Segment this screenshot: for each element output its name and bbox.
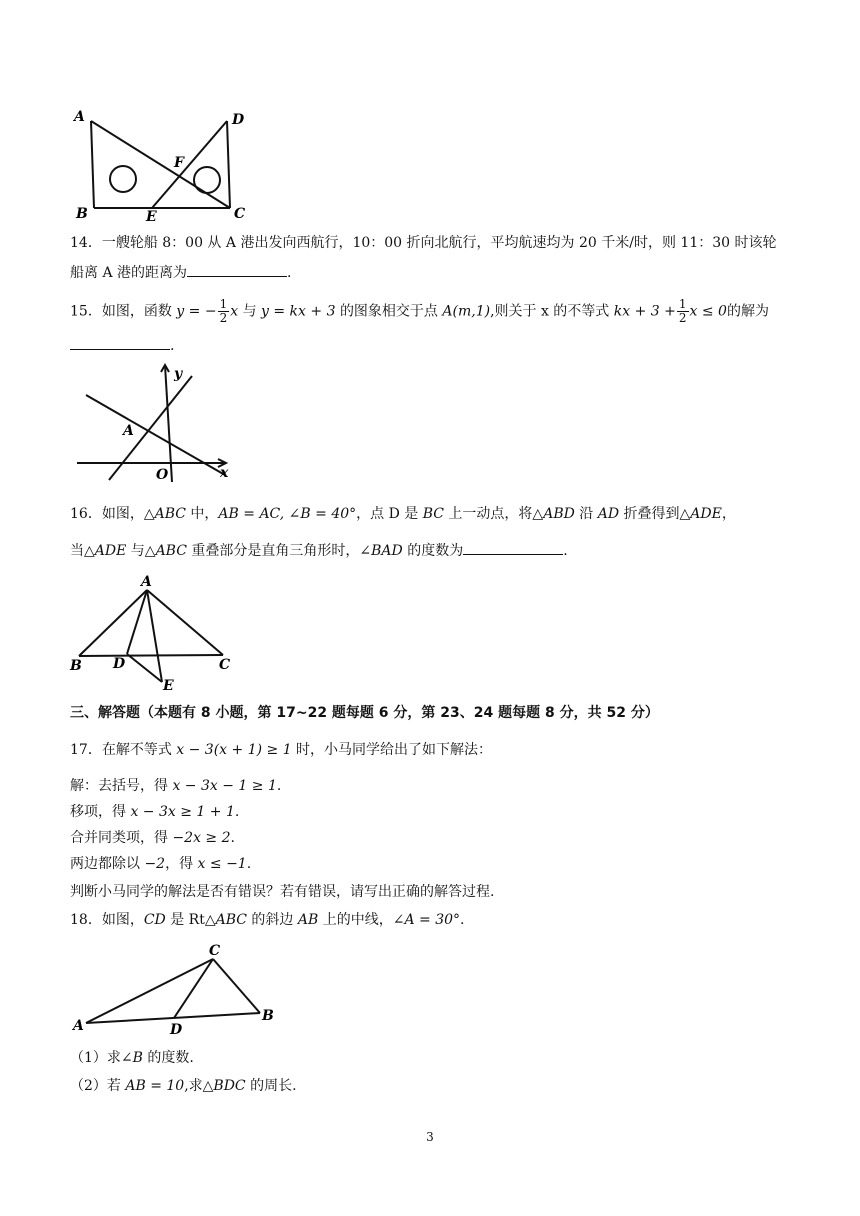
q17-step-2: [70, 802, 239, 822]
q18-p1-a: （1）求: [70, 1050, 121, 1066]
q17-s3-c: .: [230, 830, 235, 846]
q18-cond: ∠A = 30°: [392, 912, 461, 928]
q18-p2-b: AB = 10: [125, 1078, 185, 1094]
label-a: A: [73, 1018, 84, 1034]
question-14-line-2: 船离 A 港的距离为 .: [70, 262, 291, 283]
q16-cond: AB = AC, ∠B = 40°: [218, 506, 357, 522]
q18-ab: AB: [297, 912, 319, 928]
q17-s3-b: −2x ≥ 2: [172, 830, 231, 846]
q17-s1-c: .: [276, 778, 282, 794]
section-heading: 三、解答题（本题有 8 小题，第 17~22 题每题 6 分，第 23、24 题每题 8 分，共 52 分）: [70, 705, 659, 721]
q15-ineq-a: kx + 3 +: [613, 303, 676, 320]
q15-function-2: y = kx + 3: [261, 303, 336, 320]
q16-ad: AD: [597, 506, 620, 522]
q16-t2: 中，: [185, 506, 219, 522]
figure-crossed-triangles: [70, 105, 260, 225]
label-o: O: [156, 467, 169, 483]
q15-text-1: 15．如图，函数: [70, 303, 177, 320]
label-d: D: [170, 1022, 183, 1038]
q16-t10: 重叠部分是直角三角形时，: [186, 543, 360, 559]
label-a: A: [74, 109, 85, 125]
question-16-line-1: [70, 504, 736, 524]
label-b: B: [70, 658, 82, 674]
label-a: A: [123, 423, 134, 439]
label-e: E: [146, 209, 157, 225]
q17-s4-c: ，得: [165, 856, 198, 872]
label-c: C: [234, 206, 246, 222]
q15-frac2-num: 1: [678, 297, 687, 311]
q17-s2-c: .: [234, 804, 240, 820]
label-b: B: [76, 206, 88, 222]
q18-cd: CD: [143, 912, 166, 928]
label-c: C: [219, 657, 231, 673]
answer-blank-16[interactable]: [463, 540, 563, 555]
q16-bc: BC: [422, 506, 444, 522]
q16-t5: 沿: [574, 506, 598, 522]
question-18-part-1: [70, 1048, 194, 1068]
q16-bad: ∠BAD: [359, 543, 403, 559]
q16-t6: 折叠得到△: [619, 506, 691, 522]
q15-point: A(m,1): [442, 303, 491, 320]
q16-ade: ADE: [690, 506, 722, 522]
q15-text-4: ,则关于 x 的不等式: [490, 303, 614, 320]
question-18-part-2: [70, 1076, 297, 1096]
question-18-line-1: [70, 910, 465, 930]
q18-t3: 的斜边: [246, 912, 298, 928]
q18-t1: 18．如图，: [70, 912, 144, 928]
q17-s1-b: x − 3x − 1 ≥ 1: [172, 778, 277, 794]
label-c: C: [209, 943, 221, 959]
q15-ineq-b: x ≤ 0: [689, 303, 727, 320]
q18-p1-b: ∠B: [120, 1050, 143, 1066]
q18-p2-e: 的周长.: [245, 1078, 297, 1094]
q15-text-2: 与: [242, 303, 262, 320]
q17-s2-b: x − 3x ≥ 1 + 1: [130, 804, 235, 820]
q18-t4: 上的中线，: [318, 912, 393, 928]
q16-abc: ABC: [154, 506, 186, 522]
q15-fraction-2: [677, 298, 689, 325]
q17-step-1: [70, 776, 281, 796]
q18-p2-d: BDC: [213, 1078, 246, 1094]
question-17-line-1: [70, 740, 492, 760]
question-15-line-2: .: [70, 335, 174, 356]
q16-t7: ，: [721, 506, 736, 522]
q16-t1: 16．如图，△: [70, 506, 155, 522]
label-f: F: [174, 155, 184, 171]
question-14-line-1: 14．一艘轮船 8：00 从 A 港出发向西航行，10：00 折向北航行，平均航速均为 20 千米/时，则 11：30 时该轮: [70, 235, 777, 251]
q15-eq: = −: [184, 303, 217, 320]
q16-abc-2: ABC: [155, 543, 187, 559]
q17-t2: 时，小马同学给出了如下解法：: [291, 742, 493, 758]
q17-step-3: [70, 828, 235, 848]
q17-ineq: x − 3(x + 1) ≥ 1: [176, 742, 292, 758]
q18-p2-a: （2）若: [70, 1078, 126, 1094]
q18-p2-c: ,求△: [184, 1078, 214, 1094]
q15-frac-num: 1: [219, 297, 228, 311]
q16-t3: ，点 D 是: [356, 506, 423, 522]
q18-t2: 是 Rt△: [165, 912, 216, 928]
figure-right-triangle: [70, 940, 285, 1040]
q17-s1-a: 解：去括号，得: [70, 778, 173, 794]
figure-folded-triangle: [65, 572, 250, 697]
q16-t11: 的度数为: [402, 543, 464, 559]
q17-t1: 17．在解不等式: [70, 742, 177, 758]
q16-t8: 当△: [70, 543, 95, 559]
label-e: E: [163, 678, 174, 694]
q15-x: x: [230, 303, 239, 320]
q17-s3-a: 合并同类项，得: [70, 830, 173, 846]
question-14-text: 船离 A 港的距离为: [70, 265, 188, 281]
answer-blank-15[interactable]: [70, 335, 170, 350]
q17-s2-a: 移项，得: [70, 804, 131, 820]
q18-abc: ABC: [215, 912, 247, 928]
question-16-line-2: 当△ADE 与△ABC 重叠部分是直角三角形时，∠BAD 的度数为 .: [70, 540, 568, 561]
label-b: B: [262, 1008, 274, 1024]
q16-t9: 与△: [126, 543, 156, 559]
q15-y: y: [176, 303, 185, 320]
q15-frac2-den: 2: [678, 311, 687, 325]
q16-t4: 上一动点，将△: [443, 506, 544, 522]
q17-s4-a: 两边都除以: [70, 856, 145, 872]
q15-frac-den: 2: [219, 311, 228, 325]
page-number: 3: [426, 1130, 434, 1144]
label-d: D: [232, 112, 245, 128]
q16-ade-2: ADE: [94, 543, 127, 559]
label-x: x: [220, 465, 229, 481]
q17-s4-d: x ≤ −1: [197, 856, 247, 872]
q17-step-4: [70, 854, 251, 874]
label-y: y: [174, 366, 183, 382]
q15-text-5: 的解为: [726, 303, 769, 320]
q16-abd: ABD: [543, 506, 575, 522]
figure-coordinate-lines: [70, 360, 245, 485]
q17-question: 判断小马同学的解法是否有错误？若有错误，请写出正确的解答过程.: [70, 884, 495, 900]
q17-s4-e: .: [246, 856, 252, 872]
label-a: A: [141, 574, 152, 590]
q18-t5: .: [460, 912, 465, 928]
q15-fraction-1: [218, 298, 230, 325]
label-d: D: [113, 656, 126, 672]
q18-p1-c: 的度数.: [142, 1050, 194, 1066]
answer-blank-14[interactable]: [187, 262, 287, 277]
q17-s4-b: −2: [144, 856, 166, 872]
question-15-line-1: [70, 298, 769, 325]
q15-text-3: 的图象相交于点: [339, 303, 443, 320]
